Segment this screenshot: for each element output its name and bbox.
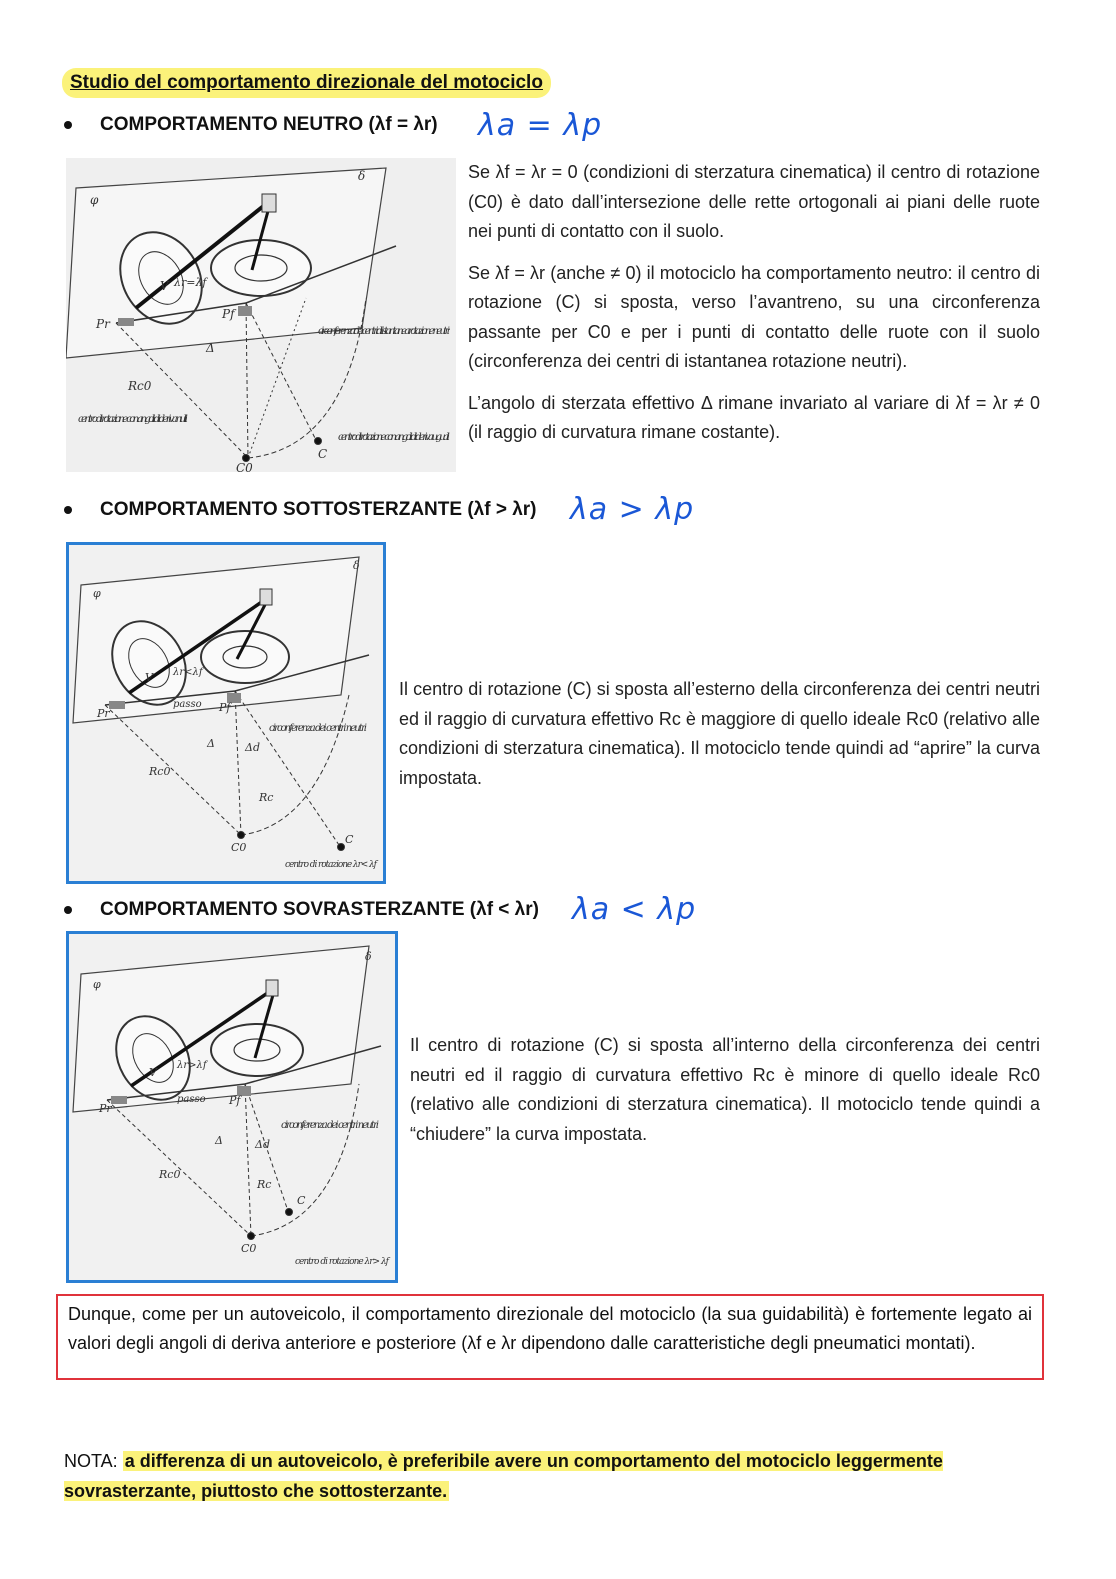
label-c0: C0 [236,461,253,472]
label-pf: Pf [219,701,231,714]
label-delta: δ [353,559,360,572]
label-c: C [318,447,328,461]
label-circonferenza: circonferenza dei centri di istantanea rotazione neutri [318,326,450,337]
label-delta-d: Δd [255,1138,270,1151]
label-delta: δ [358,169,366,183]
section-neutro-text [468,158,1040,460]
paragraph: Il centro di rotazione (C) si sposta all’interno della circonferenza dei centri neutri ed il raggio di curvatura effettivo Rc è minore di quello ideale Rc0 (relativo alle condizioni di sterzatura cinematica). Il motociclo tende quindi a “chiudere” la curva impostata. [410,1035,1040,1144]
paragraph: Il centro di rotazione (C) si sposta all’esterno della circonferenza dei centri neutri ed il raggio di curvatura effettivo Rc è maggiore di quello ideale Rc0 (relativo alle condizioni di sterzatura cinematica). Il motociclo tende quindi ad “aprire” la curva impostata. [399,679,1041,788]
paragraph: Se λf = λr = 0 (condizioni di sterzatura cinematica) il centro di rotazione (C0) è dato dall’intersezione delle rette ortogonali ai piani delle ruote nei punti di contatto con il suolo. [468,162,1040,241]
paragraph: Se λf = λr (anche ≠ 0) il motociclo ha comportamento neutro: il centro di rotazione (C) si sposta, verso l’avantreno, su una circonferenza passante per C0 e per i punti di contatto delle ruote con il suolo (circonferenza dei centri di istantanea rotazione neutri). [468,262,1040,371]
label-centro: centro di rotazione λr> λf [295,1257,389,1267]
label-centro-uguali: centro di rotazione con angoli di deriva uguali [338,432,450,443]
label-rc: Rc [257,1178,272,1191]
label-phi: φ [90,193,99,207]
nota-paragraph [64,1446,1044,1506]
page-title: Studio del comportamento direzionale del motociclo [62,68,551,98]
label-phi: φ [93,587,101,600]
label-v: V [160,279,169,293]
label-pf: Pf [229,1094,241,1107]
label-passo: passo [173,699,202,710]
label-delta: δ [365,950,372,963]
label-delta-d: Δd [245,741,260,754]
handwritten-note: λa > λp [570,492,695,527]
label-phi: φ [93,978,101,991]
nota-highlighted-text: a differenza di un autoveicolo, è preferibile avere un comportamento del motociclo leggermente sovrasterzante, piuttosto che sottosterzante. [64,1451,943,1501]
section-heading-text: COMPORTAMENTO SOVRASTERZANTE (λf < λr) [100,899,539,920]
bullet-icon [64,121,72,129]
label-passo: passo [177,1094,206,1105]
label-circonferenza: circonferenza dei centri neutri [281,1120,379,1131]
label-delta-cap: Δ [215,1134,223,1147]
section-sovrasterzante-text [410,1031,1040,1161]
figure-neutro [66,158,456,472]
label-v: V [145,671,153,684]
figure-sottosterzante [66,542,386,884]
label-centro: centro di rotazione λr< λf [285,860,377,870]
section-neutro-heading [64,114,438,136]
section-heading-text: COMPORTAMENTO NEUTRO (λf = λr) [100,114,438,135]
paragraph: L’angolo di sterzata effettivo Δ rimane invariato al variare di λf = λr ≠ 0 (il raggio di curvatura rimane costante). [468,392,1040,442]
label-c0: C0 [241,1242,257,1255]
label-lambda: λr>λf [177,1060,207,1071]
handwritten-note: λa = λp [478,108,603,143]
label-centro-nulli: centro di rotazione con angoli di deriva nulli [78,414,189,425]
label-rc0: Rc0 [149,765,171,778]
label-pr: Pr [96,317,110,331]
section-sottosterzante-text [399,675,1040,805]
label-rc0: Rc0 [159,1168,181,1181]
nota-label: NOTA: [64,1451,118,1471]
section-heading-text: COMPORTAMENTO SOTTOSTERZANTE (λf > λr) [100,499,537,520]
label-rc0: Rc0 [128,379,152,393]
summary-box: Dunque, come per un autoveicolo, il comportamento direzionale del motociclo (la sua guidabilità) è fortemente legato ai valori degli angoli di deriva anteriore e posteriore (λf e λr dipendono dalle caratteristiche degli pneumatici montati). [56,1294,1044,1380]
label-lambda: λr<λf [173,667,203,678]
label-pf: Pf [222,307,235,321]
label-c0: C0 [231,841,247,854]
label-lambda: λr=λf [174,276,207,289]
label-pr: Pr [99,1102,112,1115]
section-sottosterzante-heading [64,499,537,521]
bullet-icon [64,506,72,514]
label-v: V [149,1066,157,1079]
bullet-icon [64,906,72,914]
label-delta-cap: Δ [207,737,215,750]
label-rc: Rc [259,791,274,804]
label-c: C [345,833,354,846]
section-sovrasterzante-heading [64,899,539,921]
label-pr: Pr [97,707,110,720]
label-circonferenza: circonferenza dei centri neutri [269,723,367,734]
handwritten-note: λa < λp [572,892,697,927]
figure-sovrasterzante [66,931,398,1283]
label-c: C [297,1194,306,1207]
label-delta-cap: Δ [206,341,215,355]
